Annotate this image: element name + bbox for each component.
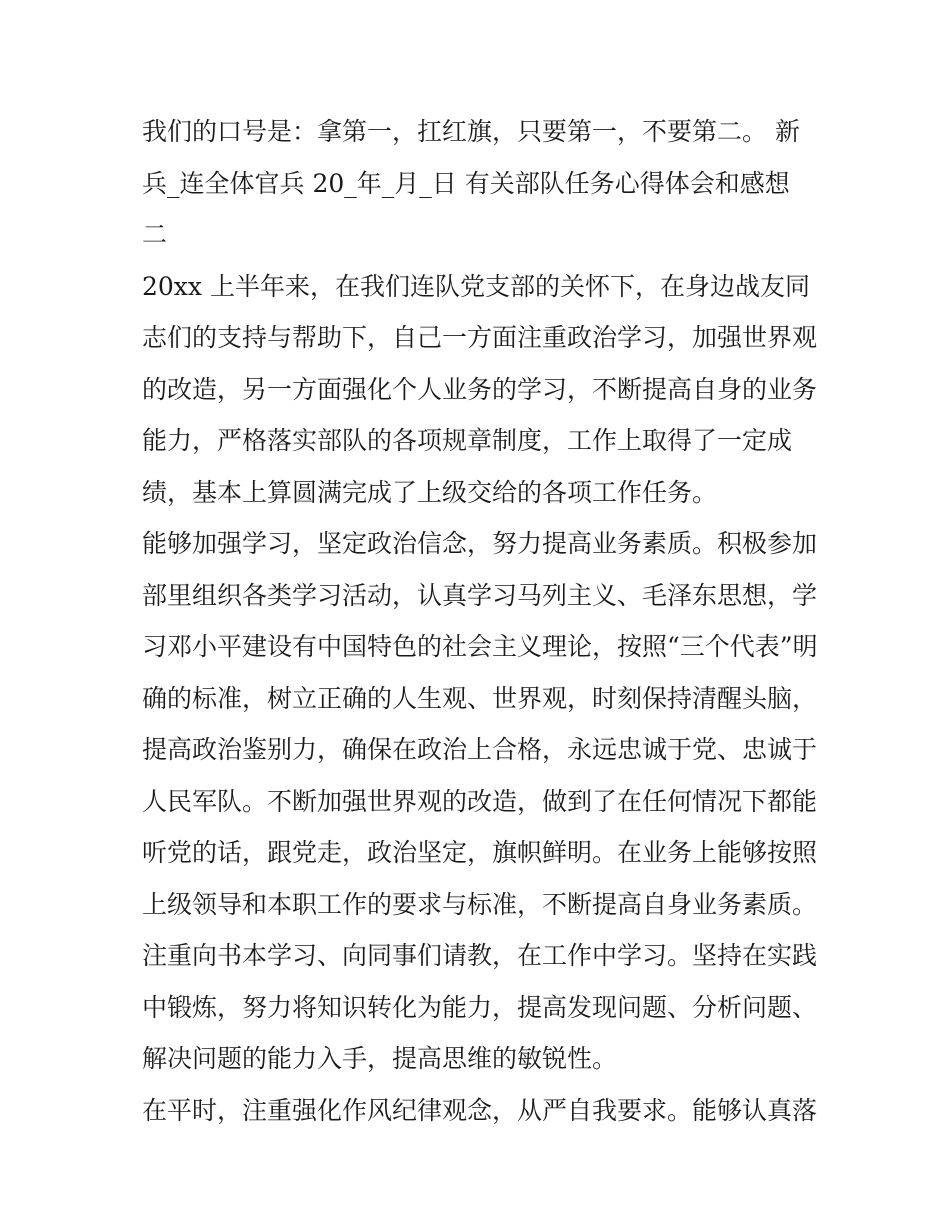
text-line: 习邓小平建设有中国特色的社会主义理论，按照“三个代表”明 (142, 632, 818, 661)
text-line: 我们的口号是：拿第一，扛红旗，只要第一，不要第二。 新 (142, 117, 800, 146)
text-line: 提高政治鉴别力，确保在政治上合格，永远忠诚于党、忠诚于 (142, 735, 818, 764)
text-line: 注重向书本学习、向同事们请教，在工作中学习。坚持在实践 (142, 941, 818, 970)
text-line: 兵_连全体官兵 20_年_月_日 有关部队任务心得体会和感想 (142, 168, 790, 198)
document-body (142, 106, 822, 1136)
text-line: 听党的话，跟党走，政治坚定，旗帜鲜明。在业务上能够按照 (142, 838, 818, 867)
text-line: 解决问题的能力入手，提高思维的敏锐性。 (142, 1044, 618, 1073)
text-line: 确的标准，树立正确的人生观、世界观，时刻保持清醒头脑， (142, 683, 818, 713)
text-line: 20xx 上半年来，在我们连队党支部的关怀下，在身边战友同 (142, 271, 810, 301)
text-line: 中锻炼，努力将知识转化为能力，提高发现问题、分析问题、 (142, 992, 818, 1022)
text-line: 在平时，注重强化作风纪律观念，从严自我要求。能够认真落 (142, 1095, 818, 1125)
text-line: 部里组织各类学习活动，认真学习马列主义、毛泽东思想，学 (142, 580, 818, 610)
text-line: 的改造，另一方面强化个人业务的学习，不断提高自身的业务 (142, 374, 818, 404)
text-line: 上级领导和本职工作的要求与标准，不断提高自身业务素质。 (142, 889, 818, 919)
text-line: 能力，严格落实部队的各项规章制度，工作上取得了一定成 (142, 426, 793, 455)
text-line: 人民军队。不断加强世界观的改造，做到了在任何情况下都能 (142, 786, 818, 816)
text-line: 绩，基本上算圆满完成了上级交给的各项工作任务。 (142, 477, 718, 507)
text-line: 二 (142, 220, 168, 249)
text-line: 志们的支持与帮助下，自己一方面注重政治学习，加强世界观 (142, 323, 818, 352)
text-line: 能够加强学习，坚定政治信念，努力提高业务素质。积极参加 (142, 529, 818, 558)
